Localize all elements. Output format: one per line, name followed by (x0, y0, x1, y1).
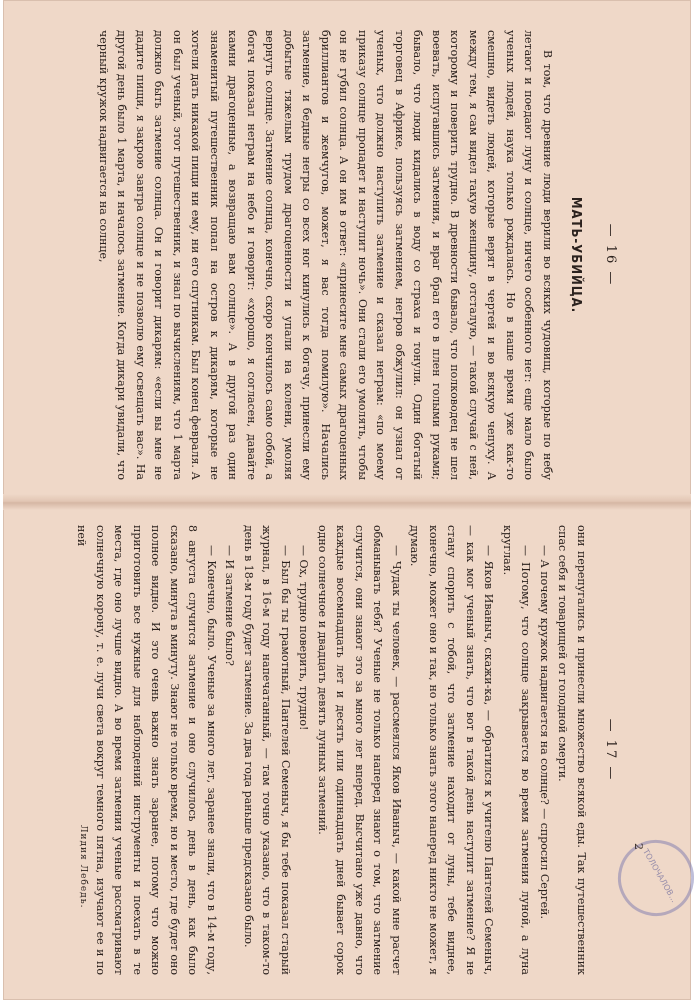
paragraph: — Ох, трудно поверить, трудно! (297, 545, 311, 731)
page-17 (58, 525, 618, 975)
page-16 (58, 30, 618, 480)
paragraph: — Чудак ты человек, — рассмеялся Яков Иваныч, — какой мне расчет обманывать тебя? Ученые не только наперед знают о том, что затмение случится, они знают это за много лет вперед. Высчитано уже давно, что каждые восемнадцать лет и десять или одиннадцать дней бывает сорок одно солнечное и двадцать девять лунных затмений. (316, 525, 403, 975)
article-body (72, 525, 590, 975)
signature-mark: 2 (632, 843, 645, 850)
article-body (94, 30, 557, 480)
article-title: МАТЬ-УБИЙЦА. (568, 196, 583, 314)
paragraph: — И затмение было? (223, 545, 237, 666)
book-spread (3, 0, 691, 1000)
paragraph: — Потому, что солнце закрывается во время затмения луной, а луна круглая. (501, 525, 533, 975)
author-signature: Лидия Лебедь. (78, 825, 88, 909)
page-number: — 17 — (603, 718, 618, 782)
page-number: — 16 — (603, 223, 618, 287)
stamp-text: ТОЛОЧАЛОВ... (641, 847, 679, 904)
page-fold (3, 494, 691, 510)
paragraph: — Был бы ты грамотный, Пантелей Семеныч, я бы тебе показал старый журнал, в 16-м году напечатанный, — там точно указано, что в таком-то день в 18-м году будет затмение. За два года раньше предсказано было. (242, 525, 292, 975)
paragraph: В том, что древние люди верили во всяких чудовищ, которые по небу летают и поедают луну и солнце, ничего особенного нет: еще мало было ученых людей, наука только рождалась. Но в наше время уже как-то смешно, видеть людей, которые верят в чертей и во всякую чепуху. А между тем, я сам видел такую женщину, отсталую, — такой случай с ней, которому и поверить трудно. В древности бывало, что полководец не шел воевать, испугавшись затмения, и враг брал его в плен голыми руками; бывало, что люди кидались в воду со страха и тонули. Один богатый торговец в Африке, пользуясь затмением, негров обжулил: он узнал от ученых, что должно наступить затмение и сказал неграм: «по моему приказу солнце пропадет и наступит ночь». Они стали его умолять, чтобы он не губил солнца. А он им в ответ: «принесите мне самых драгоценных бриллиантов и жемчугов, может, я вас тогда помилую». Начались затмение, и бедные негры со всех ног кинулись к богачу, принесли ему добытые тяжелым трудом драгоценности и упали на колени, умоляя вернуть солнце. Затмение солнца, конечно, скоро кончилось само собой, а богач показал неграм на небо и говорит: «хорошо, я согласен, давайте камни драгоценные, а возвращаю вам солнце». А в другой раз один знаменитый путешественник попал на остров к дикарям, которые не хотели дать никакой пищи ни ему, ни его спутникам. Был конец февраля. А он был ученый, этот путешественник, и знал по вычислениям, что 1 марта должно быть затмение солнца. Он и говорит дикарям: «если вы мне не дадите пищи, я закрою завтра солнце и не позволю ему освещать вас». На другой день было 1 марта, и началось затмение. Когда дикари увидали, что черный кружок надвигается на солнце, (97, 30, 554, 480)
paragraph: — А почему кружок надвигается на солнце? — спросил Сергей. (538, 545, 551, 919)
paragraph: они перепугались и принесли множество всякой еды. Так путешественник спас себя и товарищей от голодной смерти. (556, 525, 588, 975)
paragraph: — Конечно, было. Ученые за много лет, заранее знали, что в 14-м году, 8 августа случится затмение и оно случилось день в день, как было сказано, минута в минуту. Знают не только время, но и место, где будет оно полное видно. И это очень важно знать заранее, потому что можно приготовить все нужные для наблюдений инструменты и поехать в те места, где оно лучше видно. А во время затмения ученые рассматривают солнечную корону, т. е. лучи света вокруг темного пятна, изучают ее и по ней (75, 525, 218, 975)
paragraph: — Яков Иваныч, скажи-ка, — обратился к учителю Пантелей Семеныч, — как мог ученый знать, что вот в такой день наступит затмение? Я не стану спорить с тобой, что затмение находит от луны, тебе виднее, конечно, может оно и так, но только знать этого наперед никто не может, я думаю. (408, 525, 496, 975)
